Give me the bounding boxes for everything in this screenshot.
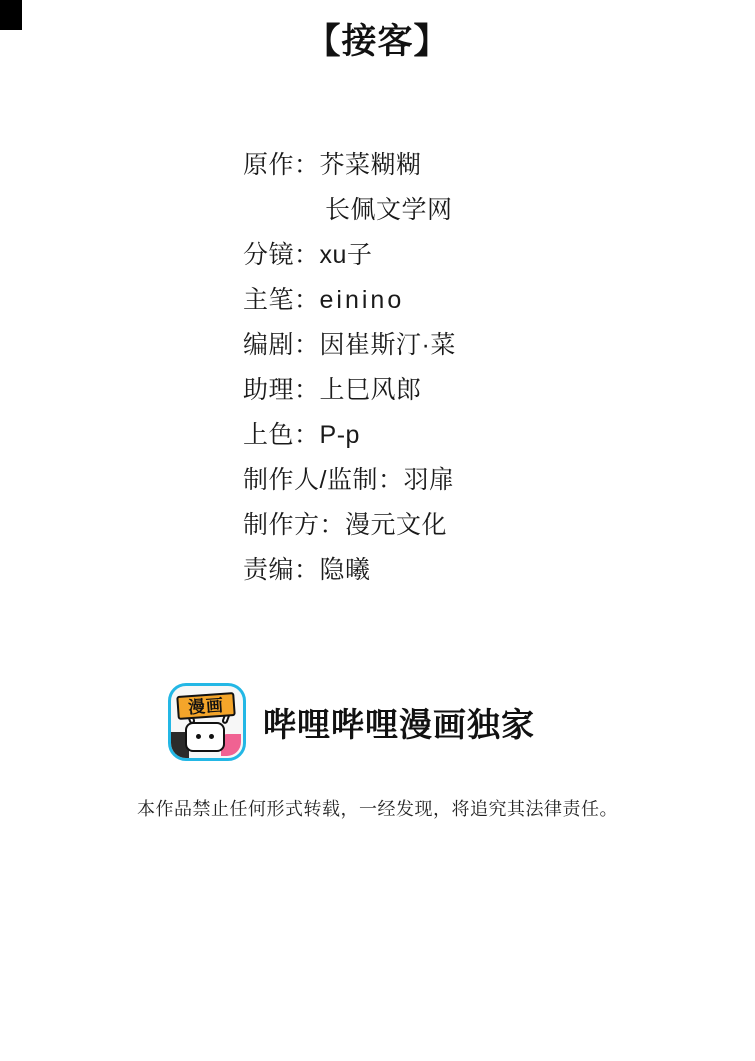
- credit-value: 隐曦: [319, 556, 371, 584]
- credit-row: [243, 278, 713, 323]
- credit-value: 上巳风郎: [319, 376, 422, 404]
- credit-row: [243, 143, 713, 188]
- credit-value: 因崔斯汀·菜: [319, 331, 456, 359]
- copyright-notice: 本作品禁止任何形式转载，一经发现，将追究其法律责任。: [137, 799, 618, 819]
- credits-list: [243, 143, 713, 593]
- credit-value: P-p: [319, 421, 360, 449]
- credit-row: [243, 188, 713, 233]
- credit-value: xu子: [319, 241, 373, 269]
- credit-value: 芥菜糊糊: [319, 151, 422, 179]
- credit-label: 编剧：: [243, 331, 320, 359]
- credit-row: [243, 413, 713, 458]
- credit-label: 上色：: [243, 421, 320, 449]
- credit-row: [243, 548, 713, 593]
- logo-face: [185, 722, 225, 752]
- credit-row: [243, 323, 713, 368]
- credit-label: 原作：: [243, 151, 320, 179]
- credit-label: 助理：: [243, 376, 320, 404]
- credit-label: 主笔：: [243, 286, 320, 314]
- credit-value: 长佩文学网: [325, 196, 453, 224]
- credit-row: [243, 368, 713, 413]
- brand-text: 哔哩哔哩漫画独家: [263, 705, 535, 743]
- credit-value: einino: [319, 286, 405, 314]
- credit-value: 漫元文化: [345, 511, 448, 539]
- credit-label: 制作人/监制：: [243, 466, 404, 494]
- page-title: 【接客】: [305, 22, 450, 61]
- credit-label: 分镜：: [243, 241, 320, 269]
- logo-banner-text: 漫画: [176, 692, 236, 720]
- credit-label: 制作方：: [243, 511, 346, 539]
- credit-row: [243, 458, 713, 503]
- credit-row: [243, 233, 713, 278]
- credit-label: 责编：: [243, 556, 320, 584]
- credit-value: 羽扉: [403, 466, 455, 494]
- brand-block: [168, 683, 535, 761]
- credit-row: [243, 503, 713, 548]
- bilibili-comics-logo-icon: [168, 683, 246, 761]
